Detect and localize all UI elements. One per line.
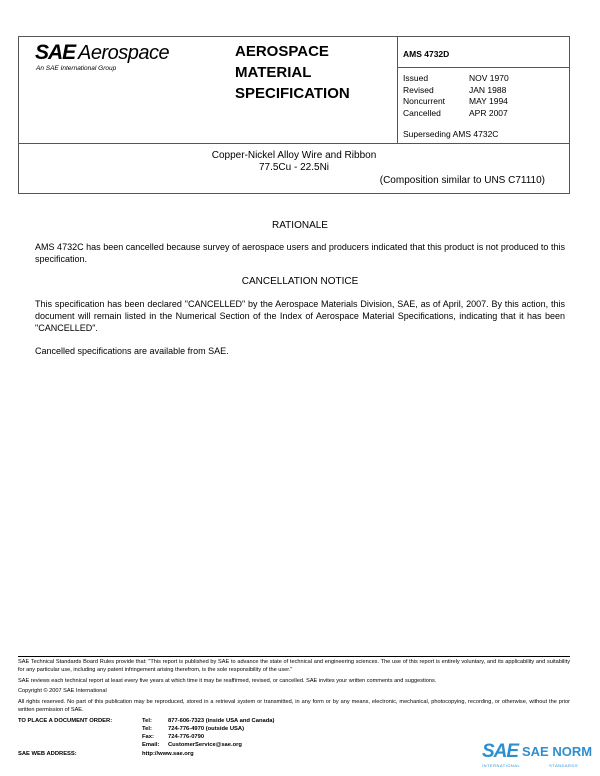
subject-title: Copper-Nickel Alloy Wire and Ribbon [211,150,377,161]
header-divider [397,37,398,143]
date-value: JAN 1988 [469,84,507,95]
email-address[interactable]: CustomerService@sae.org [168,742,242,748]
header-box [18,36,570,144]
date-label: Noncurrent [403,96,446,106]
copyright-note: Copyright © 2007 SAE International [18,688,107,694]
phone-inside-usa: 877-606-7323 (inside USA and Canada) [168,718,275,724]
web-address-link[interactable]: http://www.sae.org [142,751,194,757]
title-line: AEROSPACE [235,43,329,60]
watermark-caption [482,763,582,768]
footer-rule [18,656,570,657]
review-note: SAE reviews each technical report at least every five years at which time it may be reaffirmed, revised, or cancelled. SAE invites your written comments and suggestions. [18,678,437,684]
watermark-small-left: INTERNATIONAL [482,763,521,768]
contact-key: Email: [142,742,160,748]
header-rule [397,67,569,68]
date-row [403,73,563,85]
date-row [403,85,563,97]
web-label: SAE WEB ADDRESS: [18,751,77,757]
rationale-text: AMS 4732C has been cancelled because survey of aerospace users and producers indicated that this product is not produced to this specification. [35,242,565,264]
title-line: MATERIAL [235,64,312,81]
phone-outside-usa: 724-776-4970 (outside USA) [168,726,245,732]
cancellation-heading: CANCELLATION NOTICE [241,276,359,287]
contact-key: Tel: [142,718,152,724]
cancellation-text: This specification has been declared "CANCELLED" by the Aerospace Materials Division, SAE, as of April, 2007. By this action, this document will remain listed in the Numerical Section of the Index of Aerospace Material Specifications, indicating that it has been "CANCELLED". [35,299,565,333]
date-value: MAY 1994 [469,96,508,106]
rationale-heading: RATIONALE [272,220,328,231]
document-number: AMS 4732D [403,49,450,59]
logo-aerospace: Aerospace [78,42,170,64]
date-label: Revised [403,84,434,95]
board-rules-note: SAE Technical Standards Board Rules provide that: "This report is published by SAE to advance the state of technical and engineering sciences. The use of this report is entirely voluntary, and its applicability and suitability for any particular use, including any patent infringement arising therefrom, is the sole responsibility of the user." [18,659,570,673]
superseding-note: Superseding AMS 4732C [403,129,499,139]
rights-note: All rights reserved. No part of this publication may be reproduced, stored in a retrieval system or transmitted, in any form or by any means, electronic, mechanical, photocopying, recording, or otherwise, without the prior written permission of SAE. [18,699,570,713]
order-label: TO PLACE A DOCUMENT ORDER: [18,718,113,724]
sae-norm-watermark [482,741,593,771]
logo-group: An SAE International Group [36,65,117,72]
contact-key: Tel: [142,726,152,732]
sae-aerospace-logo [35,41,205,81]
date-value: APR 2007 [469,107,508,118]
document-type-title [235,41,350,104]
watermark-word: SAE NORM [522,744,593,759]
date-row [403,108,563,120]
fax-number: 724-776-0790 [168,734,205,740]
date-list [403,73,563,119]
date-row [403,96,563,108]
subject-similar: (Composition similar to UNS C71110) [379,175,545,186]
date-label: Issued [403,73,429,83]
date-value: NOV 1970 [469,73,509,83]
subject-composition: 77.5Cu - 22.5Ni [258,162,330,173]
contact-key: Fax: [142,734,154,740]
watermark-small-right: STANDARDS [549,763,578,768]
availability-text: Cancelled specifications are available from SAE. [35,346,229,356]
watermark-mark: SAE [482,741,519,762]
subject-box [18,143,570,194]
date-label: Cancelled [403,107,441,118]
title-line: SPECIFICATION [235,85,350,102]
logo-sae: SAE [35,41,76,64]
